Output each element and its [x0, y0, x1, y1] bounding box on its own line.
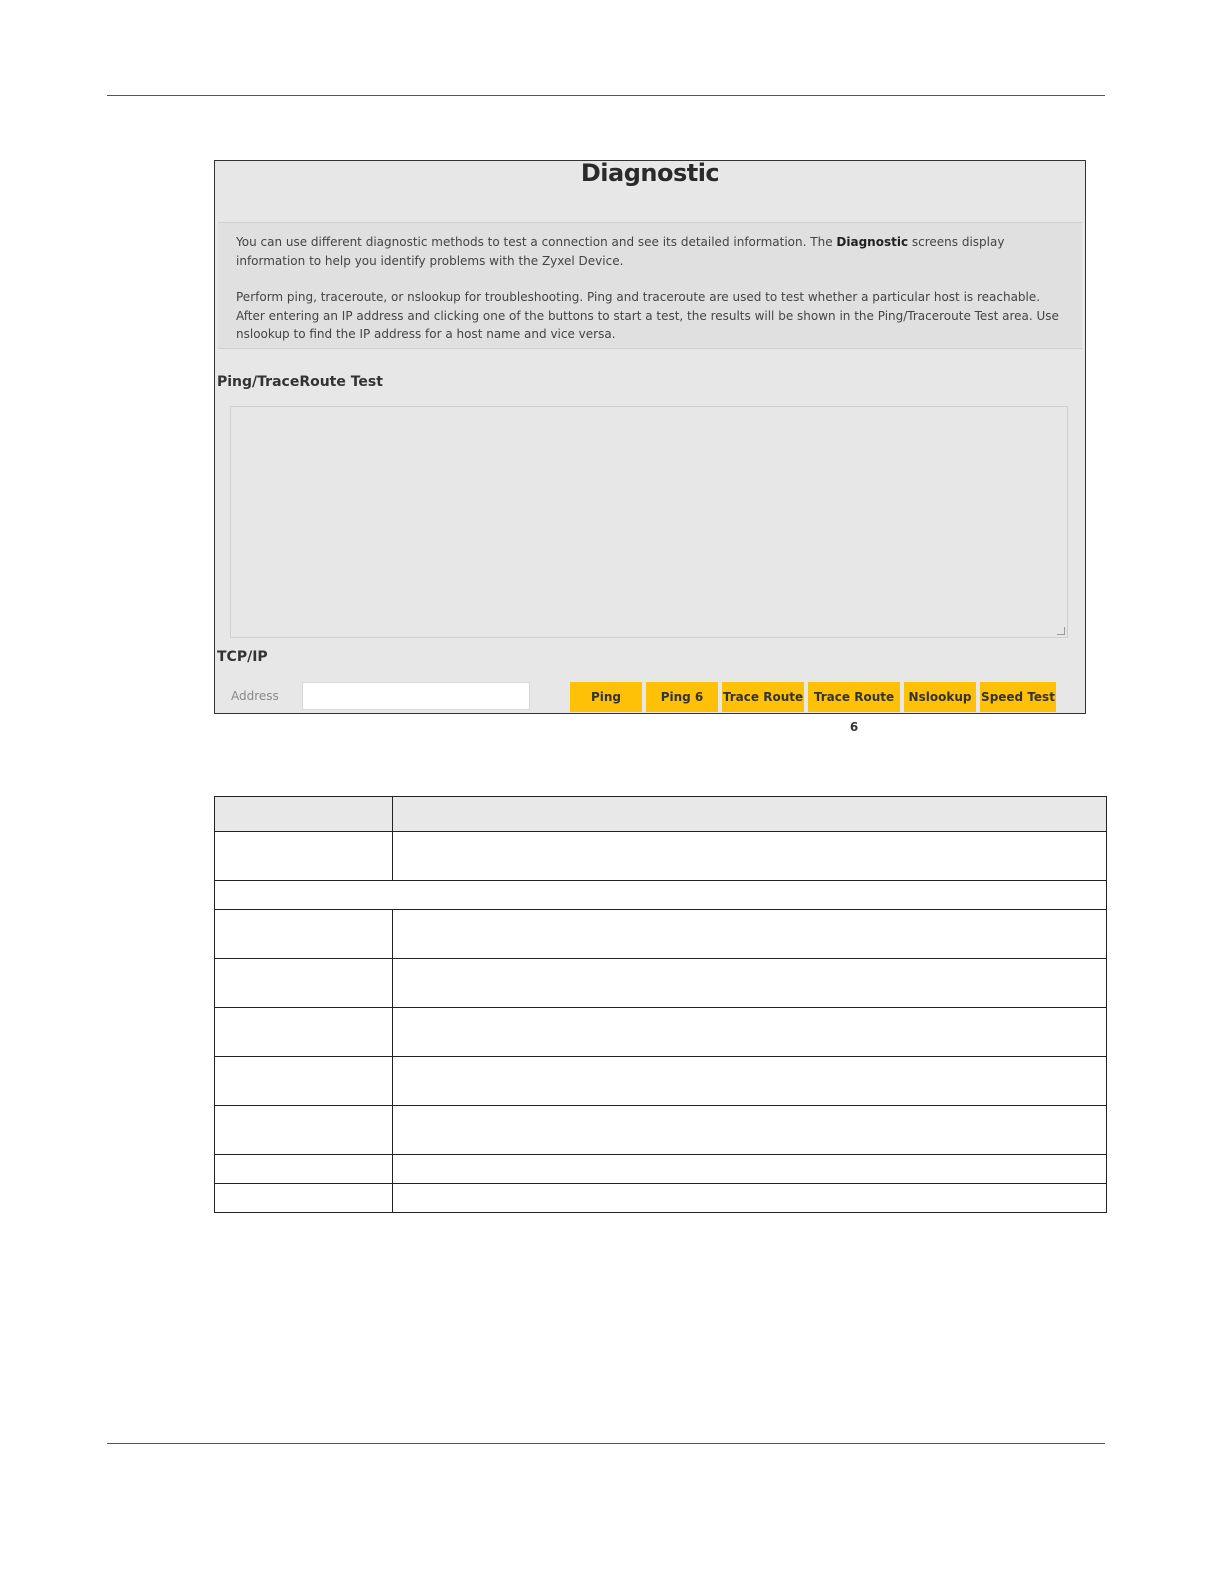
table-row — [215, 959, 1107, 1008]
intro-paragraph-1 — [236, 233, 1066, 270]
table-row — [215, 1057, 1107, 1106]
table-cell — [393, 910, 1107, 959]
table-row — [215, 1155, 1107, 1184]
address-input[interactable] — [302, 682, 530, 710]
table-header-cell — [215, 797, 393, 832]
intro-text: screens display information to help you identify problems with the Zyxel Device. — [236, 235, 1005, 268]
table-cell — [393, 1155, 1107, 1184]
header-rule — [107, 95, 1105, 96]
table-cell — [215, 832, 393, 881]
table-row — [215, 881, 1107, 910]
table-cell — [215, 959, 393, 1008]
table-cell — [215, 1184, 393, 1213]
trace-route-button[interactable]: Trace Route — [722, 682, 804, 712]
page-title: Diagnostic — [580, 159, 720, 187]
table-row — [215, 832, 1107, 881]
trace-route6-button[interactable]: Trace Route 6 — [808, 682, 900, 712]
resize-grip-icon[interactable] — [1057, 627, 1065, 635]
table-cell — [215, 1057, 393, 1106]
intro-box — [218, 222, 1082, 349]
footer-rule — [107, 1443, 1105, 1444]
table-cell — [215, 1155, 393, 1184]
table-row — [215, 1184, 1107, 1213]
table-cell — [215, 1008, 393, 1057]
table-cell — [215, 910, 393, 959]
speed-test-button[interactable]: Speed Test — [980, 682, 1056, 712]
table-cell — [215, 881, 1107, 910]
tcp-section-title: TCP/IP — [217, 649, 268, 665]
table-row — [215, 1106, 1107, 1155]
table-cell — [393, 1106, 1107, 1155]
description-table — [214, 796, 1107, 1213]
table-header-cell — [393, 797, 1107, 832]
ping-result-textarea[interactable] — [230, 406, 1068, 638]
intro-bold: Diagnostic — [836, 235, 909, 249]
ping-section-title: Ping/TraceRoute Test — [217, 374, 383, 390]
table-cell — [393, 1057, 1107, 1106]
table-row — [215, 1008, 1107, 1057]
table-header-row — [215, 797, 1107, 832]
intro-paragraph-2: Perform ping, traceroute, or nslookup for troubleshooting. Ping and traceroute are used to test whether a particular host is reachable. After entering an IP address and clicking one of the buttons to start a test, the results will be shown in the Ping/Traceroute Test area. Use nslookup to find the IP address for a host name and vice versa. — [236, 290, 1059, 341]
nslookup-button[interactable]: Nslookup — [904, 682, 976, 712]
intro-text: You can use different diagnostic methods to test a connection and see its detailed information. The — [236, 235, 837, 249]
table-cell — [393, 832, 1107, 881]
table-cell — [393, 1184, 1107, 1213]
table-cell — [393, 959, 1107, 1008]
ping6-button[interactable]: Ping 6 — [646, 682, 718, 712]
table-row — [215, 910, 1107, 959]
diagnostic-screen — [214, 159, 1086, 734]
table-cell — [393, 1008, 1107, 1057]
ping-button[interactable]: Ping — [570, 682, 642, 712]
address-label: Address — [231, 689, 279, 703]
table-cell — [215, 1106, 393, 1155]
